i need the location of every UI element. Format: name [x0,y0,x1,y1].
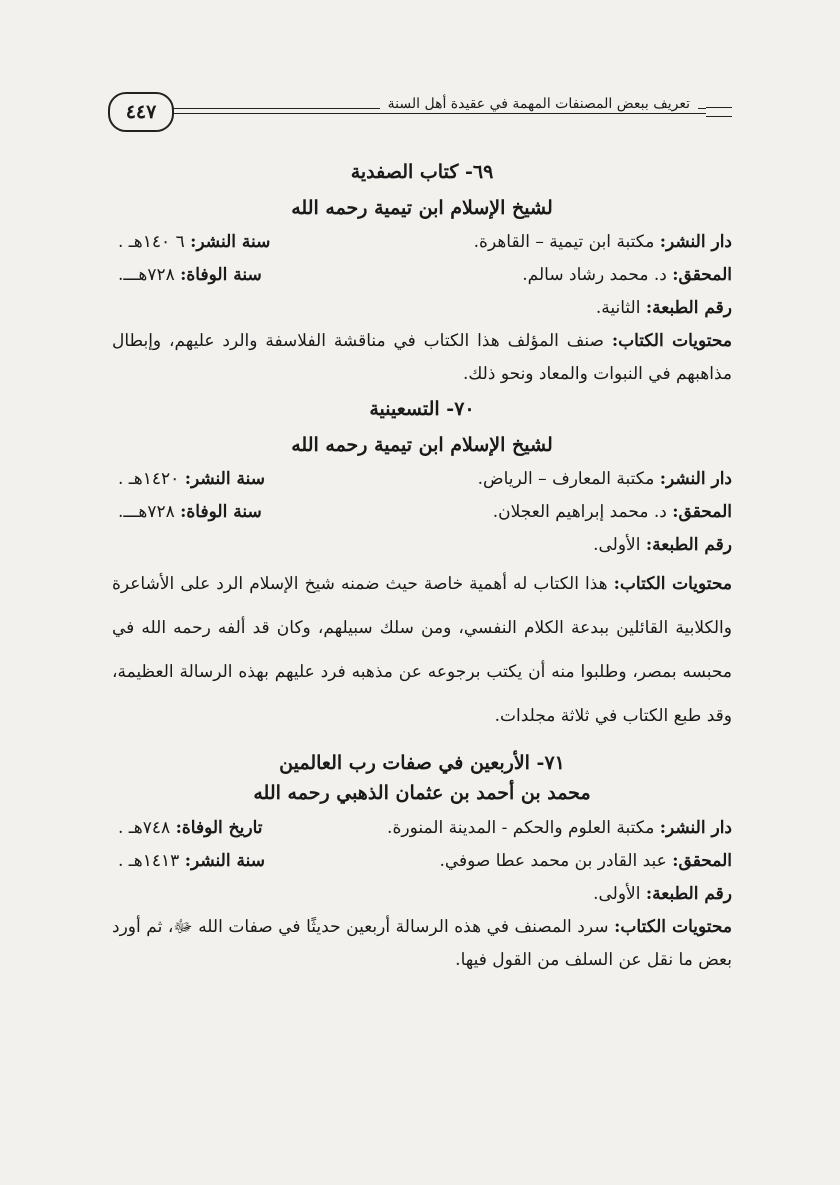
contents-paragraph [112,325,732,391]
page-number: ٤٤٧ [108,92,174,132]
contents-label: محتويات الكتاب: [613,574,732,594]
editor-label: المحقق: [672,851,732,871]
death-date-label: تاريخ الوفاة: [175,818,263,838]
death-year-value: ٧٢٨هـــ. [118,502,175,522]
publisher-value: مكتبة المعارف – الرياض. [477,469,655,489]
edition-label: رقم الطبعة: [645,884,732,904]
death-year-value: ٧٢٨هـــ. [118,265,175,285]
edition-value: الأولى. [593,535,641,555]
edition-row [112,878,732,911]
pub-year-label: سنة النشر: [184,851,265,871]
publisher-value: مكتبة العلوم والحكم - المدينة المنورة. [387,818,655,838]
contents-text: هذا الكتاب له أهمية خاصة حيث ضمنه شيخ الإسلام الرد على الأشاعرة والكلابية القائلين ببدعة الكلام النفسي، ومن سلك سبيلهم، وكان قد ألفه رحمه الله في محبسه بمصر، وطلبوا منه أن يكتب برجوعه عن مذهبه فرد عليهم بهذه الرسالة العظيمة، وقد طبع الكتاب في ثلاثة مجلدات. [112,574,732,726]
contents-text: صنف المؤلف هذا الكتاب في مناقشة الفلاسفة والرد عليهم، وإبطال مذاهبهم في النبوات والمعاد ونحو ذلك. [112,331,732,384]
publisher-label: دار النشر: [659,818,732,838]
edition-label: رقم الطبعة: [645,298,732,318]
edition-value: الثانية. [595,298,641,318]
publisher-label: دار النشر: [659,232,732,252]
pub-year-value: ٦ ١٤٠هـ . [118,232,185,252]
book-entry [112,391,732,738]
pub-year-value: ١٤١٣هـ . [118,851,180,871]
contents-label: محتويات الكتاب: [614,917,732,937]
publisher-value: مكتبة ابن تيمية – القاهرة. [473,232,655,252]
death-date-value: ٧٤٨هـ . [118,818,171,838]
entry-heading: ٧١- الأربعين في صفات رب العالمين [279,752,565,774]
editor-row [112,496,732,529]
editor-row [112,259,732,292]
book-entry [112,154,732,391]
edition-row [112,292,732,325]
editor-value: عبد القادر بن محمد عطا صوفي. [439,851,667,871]
death-year-label: سنة الوفاة: [180,265,262,285]
contents-paragraph [112,562,732,738]
contents-paragraph [112,911,732,977]
page-content [112,154,732,977]
entry-heading: ٧٠- التسعينية [369,398,475,420]
editor-value: د. محمد إبراهيم العجلان. [492,502,667,522]
entry-author: لشيخ الإسلام ابن تيمية رحمه الله [291,434,553,456]
pub-year-label: سنة النشر: [190,232,271,252]
header-dash [706,107,732,117]
contents-label: محتويات الكتاب: [611,331,732,351]
publisher-label: دار النشر: [659,469,732,489]
page-header [108,92,732,132]
publisher-row [112,812,732,845]
entry-author: محمد بن أحمد بن عثمان الذهبي رحمه الله [253,782,591,804]
entry-author: لشيخ الإسلام ابن تيمية رحمه الله [291,197,553,219]
publisher-row [112,463,732,496]
pub-year-value: ١٤٢٠هـ . [118,469,180,489]
editor-row [112,845,732,878]
book-entry [112,748,732,977]
death-year-label: سنة الوفاة: [180,502,262,522]
editor-value: د. محمد رشاد سالم. [522,265,667,285]
editor-label: المحقق: [672,502,732,522]
entry-heading: ٦٩- كتاب الصفدية [350,161,494,183]
editor-label: المحقق: [672,265,732,285]
contents-text: سرد المصنف في هذه الرسالة أربعين حديثًا في صفات الله ﷻ، ثم أورد بعض ما نقل عن السلف من القول فيها. [112,917,732,970]
running-title: تعريف ببعض المصنفات المهمة في عقيدة أهل السنة [380,96,698,112]
header-rule [170,113,732,114]
edition-label: رقم الطبعة: [645,535,732,555]
edition-row [112,529,732,562]
publisher-row [112,226,732,259]
edition-value: الأولى. [593,884,641,904]
pub-year-label: سنة النشر: [184,469,265,489]
